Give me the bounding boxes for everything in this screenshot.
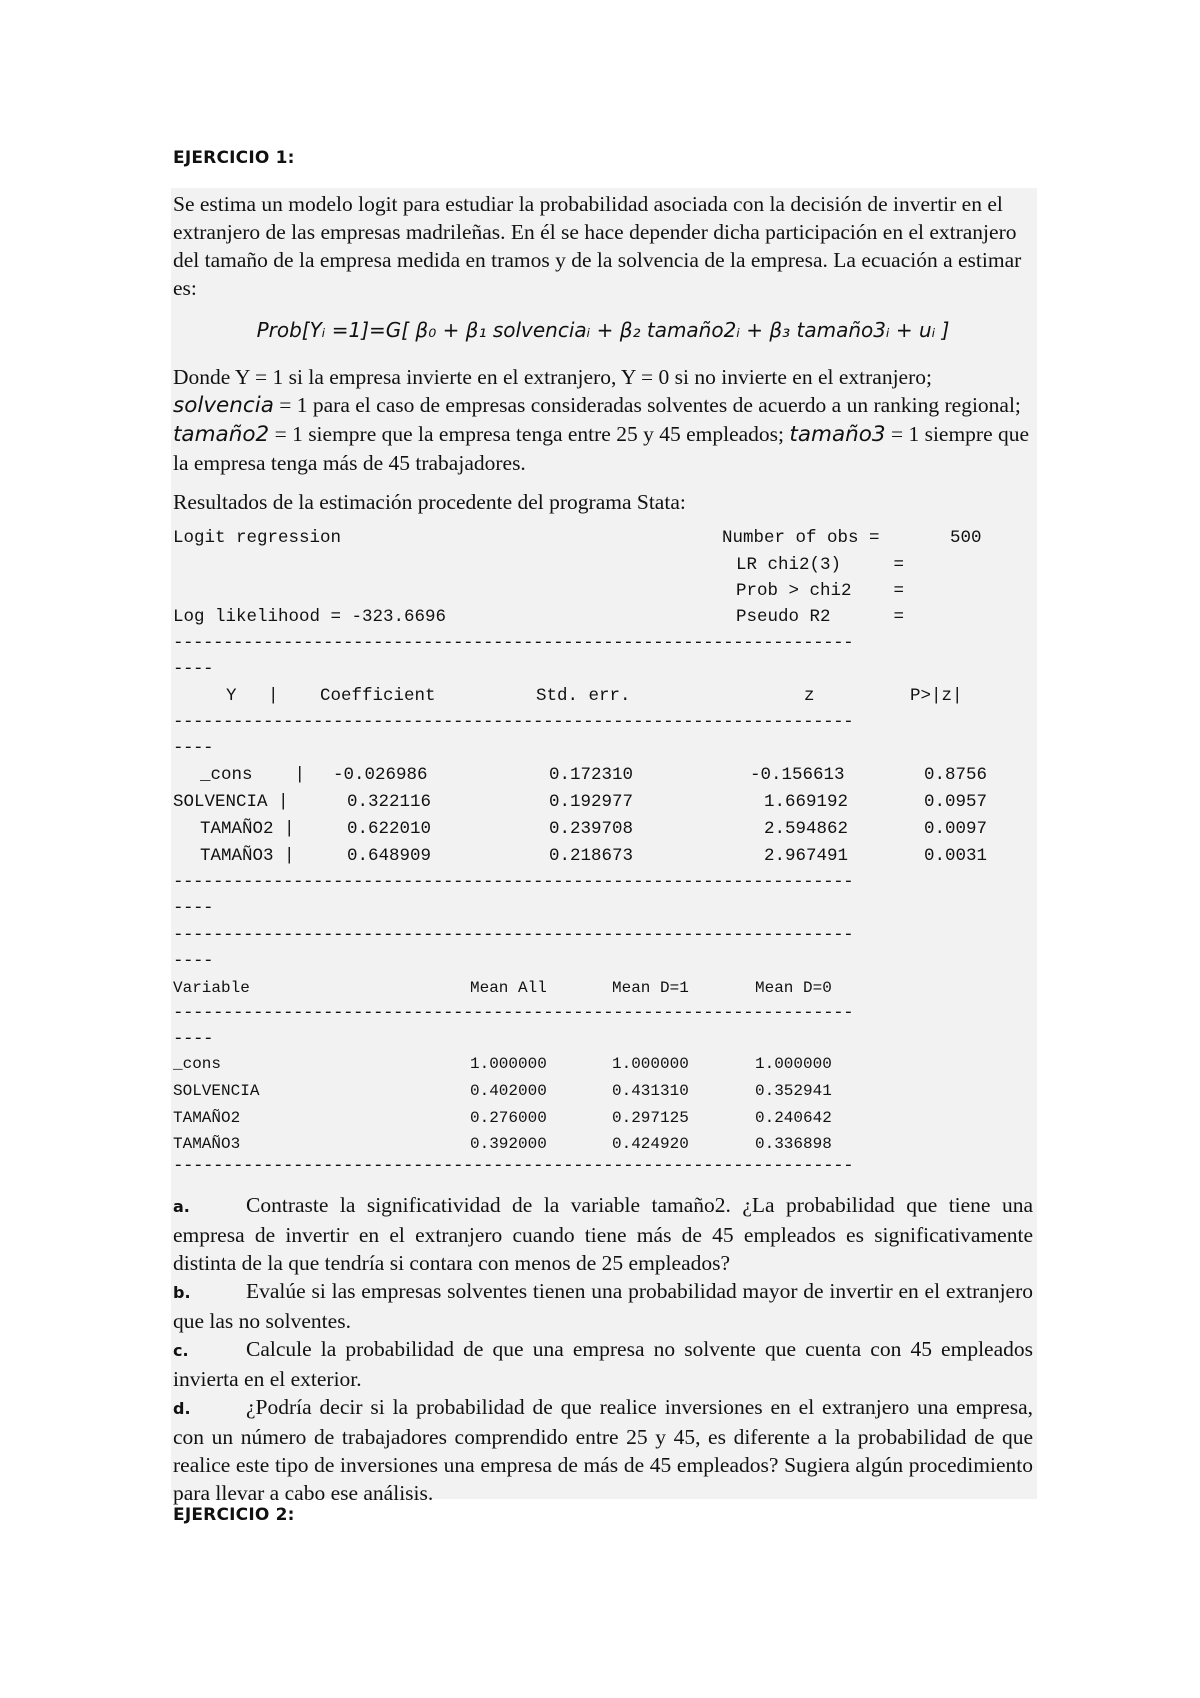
row-mean-d0: 1.000000: [755, 1055, 832, 1073]
question-letter: c.: [173, 1341, 189, 1360]
separator-line: --------------------------------------------------------------------: [173, 925, 854, 945]
var-solvencia: solvencia: [173, 393, 274, 418]
separator-line: --------------------------------------------------------------------: [173, 1003, 854, 1023]
prob-chi2-label: Prob > chi2 =: [736, 581, 905, 601]
row-coefficient: 0.322116: [347, 792, 432, 812]
row-z: -0.156613: [750, 765, 845, 785]
definitions-part-4: = 1 siempre que la empresa tenga más de 45 trabajadores.: [173, 422, 1030, 475]
row-mean-all: 0.402000: [470, 1082, 547, 1100]
header-coefficient: Coefficient: [320, 686, 436, 706]
var-tamano2: tamaño2: [173, 422, 270, 447]
row-z: 2.967491: [764, 846, 849, 866]
row-coefficient: 0.648909: [347, 846, 432, 866]
nobs-value: 500: [950, 528, 982, 548]
row-name: TAMAÑO3 |: [200, 846, 295, 866]
separator-wrap: ----: [173, 738, 214, 758]
row-mean-all: 0.276000: [470, 1109, 547, 1127]
row-std-err: 0.239708: [549, 819, 634, 839]
question-item: [173, 1335, 1033, 1393]
stata-intro: Resultados de la estimación procedente del programa Stata:: [173, 490, 686, 514]
row-std-err: 0.192977: [549, 792, 634, 812]
separator-line: --------------------------------------------------------------------: [173, 1156, 854, 1176]
regression-title: Logit regression: [173, 528, 342, 548]
question-item: [173, 1393, 1033, 1507]
variable-definitions: [173, 363, 1033, 477]
lr-chi2-label: LR chi2(3) =: [736, 555, 905, 575]
definitions-part-2: = 1 para el caso de empresas consideradas solventes de acuerdo a un ranking regional;: [273, 393, 1021, 417]
row-mean-d1: 1.000000: [612, 1055, 689, 1073]
row-mean-all: 1.000000: [470, 1055, 547, 1073]
header-mean-all: Mean All: [470, 979, 547, 997]
separator-line: --------------------------------------------------------------------: [173, 712, 854, 732]
model-equation: Prob[Yᵢ =1]=G[ β₀ + β₁ solvenciaᵢ + β₂ tamaño2ᵢ + β₃ tamaño3ᵢ + uᵢ ]: [256, 318, 950, 342]
row-p-value: 0.0097: [924, 819, 988, 839]
separator-wrap: ----: [173, 1029, 214, 1049]
row-z: 2.594862: [764, 819, 849, 839]
pseudo-r2-label: Pseudo R2 =: [736, 607, 905, 627]
header-mean-d0: Mean D=0: [755, 979, 832, 997]
exercise-2-heading: EJERCICIO 2:: [173, 1505, 295, 1525]
definitions-part-3: = 1 siempre que la empresa tenga entre 25 y 45 empleados;: [269, 422, 790, 446]
nobs-label: Number of obs =: [722, 528, 880, 548]
header-variable: Variable: [173, 979, 250, 997]
row-name: _cons: [173, 1055, 222, 1073]
question-text: Calcule la probabilidad de que una empresa no solvente que cuenta con 45 empleados invierta en el exterior.: [173, 1337, 1033, 1391]
question-text: Contraste la significatividad de la variable tamaño2. ¿La probabilidad que tiene una empresa de invertir en el extranjero cuando tiene más de 45 empleados es significativamente distinta de la que tendría si contara con menos de 25 empleados?: [173, 1193, 1033, 1275]
row-z: 1.669192: [764, 792, 849, 812]
row-name: TAMAÑO2 |: [200, 819, 295, 839]
var-tamano3: tamaño3: [789, 422, 886, 447]
row-std-err: 0.218673: [549, 846, 634, 866]
row-name: SOLVENCIA |: [173, 792, 289, 812]
row-name: SOLVENCIA: [173, 1082, 260, 1100]
separator-line: --------------------------------------------------------------------: [173, 872, 854, 892]
log-likelihood: Log likelihood = -323.6696: [173, 607, 447, 627]
header-y: Y |: [226, 686, 279, 706]
row-p-value: 0.0957: [924, 792, 988, 812]
question-item: [173, 1191, 1033, 1277]
questions-list: [173, 1191, 1033, 1507]
header-p-value: P>|z|: [910, 686, 963, 706]
row-mean-d1: 0.297125: [612, 1109, 689, 1127]
row-coefficient: 0.622010: [347, 819, 432, 839]
row-mean-d1: 0.431310: [612, 1082, 689, 1100]
intro-paragraph: Se estima un modelo logit para estudiar la probabilidad asociada con la decisión de invertir en el extranjero de las empresas madrileñas. En él se hace depender dicha participación en el extranjero del tamaño de la empresa medida en tramos y de la solvencia de la empresa. La ecuación a estimar es:: [173, 192, 1022, 300]
separator-line: --------------------------------------------------------------------: [173, 633, 854, 653]
row-p-value: 0.0031: [924, 846, 988, 866]
question-letter: d.: [173, 1399, 191, 1418]
row-mean-d0: 0.352941: [755, 1082, 832, 1100]
question-item: [173, 1277, 1033, 1335]
header-z: z: [804, 686, 815, 706]
row-p-value: 0.8756: [924, 765, 988, 785]
separator-wrap: ----: [173, 951, 214, 971]
definitions-part-1: Donde Y = 1 si la empresa invierte en el extranjero, Y = 0 si no invierte en el extranjero;: [173, 365, 932, 389]
header-mean-d1: Mean D=1: [612, 979, 689, 997]
row-mean-d1: 0.424920: [612, 1135, 689, 1153]
row-mean-d0: 0.240642: [755, 1109, 832, 1127]
row-name: _cons |: [200, 765, 306, 785]
question-text: ¿Podría decir si la probabilidad de que realice inversiones en el extranjero una empresa, con un número de trabajadores comprendido entre 25 y 45, es diferente a la probabilidad de que realice este tipo de inversiones una empresa de más de 45 empleados? Sugiera algún procedimiento para llevar a cabo ese análisis.: [173, 1395, 1033, 1505]
separator-wrap: ----: [173, 659, 214, 679]
row-coefficient: -0.026986: [333, 765, 428, 785]
row-name: TAMAÑO2: [173, 1109, 241, 1127]
row-mean-d0: 0.336898: [755, 1135, 832, 1153]
row-mean-all: 0.392000: [470, 1135, 547, 1153]
exercise-1-heading: EJERCICIO 1:: [173, 148, 295, 168]
question-letter: a.: [173, 1197, 190, 1216]
row-std-err: 0.172310: [549, 765, 634, 785]
header-std-err: Std. err.: [536, 686, 631, 706]
separator-wrap: ----: [173, 898, 214, 918]
question-letter: b.: [173, 1283, 191, 1302]
question-text: Evalúe si las empresas solventes tienen una probabilidad mayor de invertir en el extranjero que las no solventes.: [173, 1279, 1033, 1333]
row-name: TAMAÑO3: [173, 1135, 241, 1153]
